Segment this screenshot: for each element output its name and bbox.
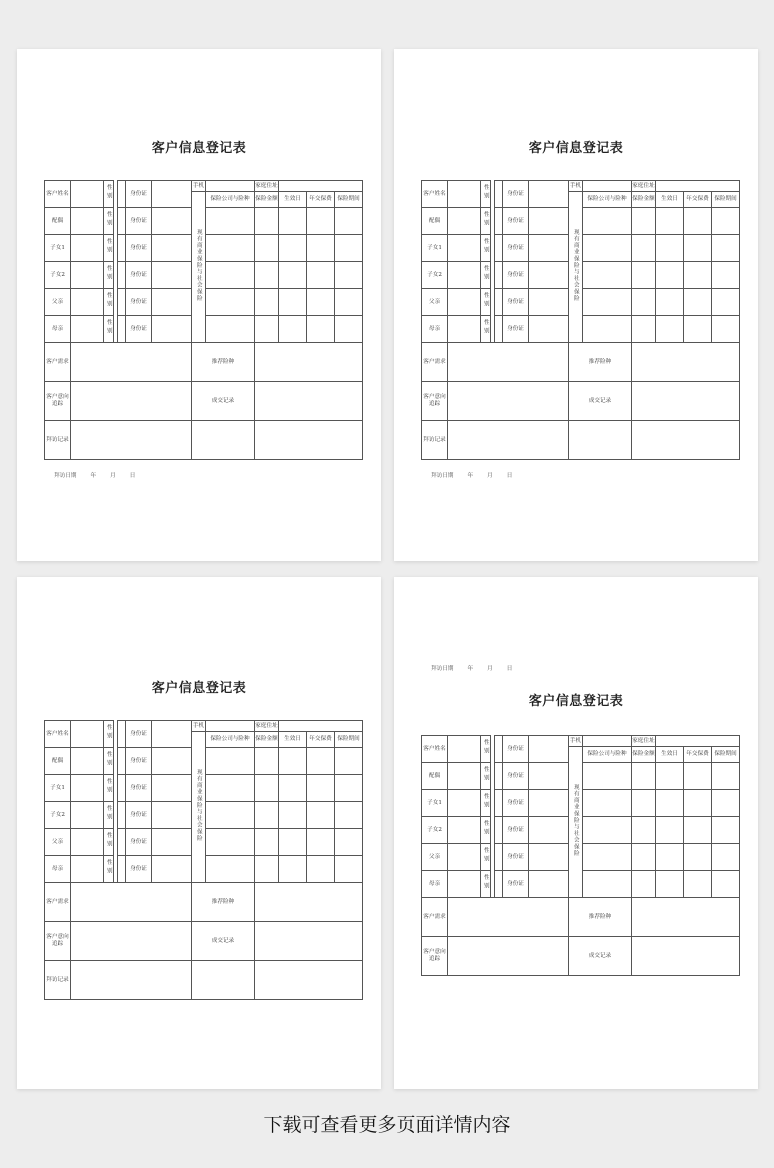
deal-label: 成交记录 [569,382,632,421]
row-label-child-1: 子女1 [45,235,71,262]
row-label-father: 父亲 [45,289,71,316]
row-label-spouse: 配偶 [45,208,71,235]
intent-label: 客户意向追踪 [422,382,448,421]
recommend-label: 推荐险种 [192,343,255,382]
intent-label: 客户意向追踪 [422,937,448,976]
id-label: 身份证 [503,790,529,817]
sex-label: 性别 [105,805,112,823]
sex-label: 性别 [105,238,112,256]
sex-label: 性别 [482,319,489,337]
row-label-mother: 母亲 [45,316,71,343]
row-label-father: 父亲 [45,829,71,856]
id-label: 身份证 [503,316,529,343]
recommend-label: 推荐险种 [569,343,632,382]
needs-label: 客户需求 [45,883,71,922]
sex-label: 性别 [482,820,489,838]
id-label: 身份证 [503,763,529,790]
address-label: 家庭住址 [255,721,279,732]
sex-label: 性别 [482,292,489,310]
row-label-child-1: 子女1 [422,790,448,817]
insurance-header: 年交保费 [684,747,712,763]
insurance-side-label: 现有商业保险与社会保险 [572,784,579,857]
customer-info-table [44,180,363,460]
insurance-header: 保险金额 [255,192,279,208]
insurance-header: 年交保费 [307,192,335,208]
insurance-header: 保险期间 [335,732,363,748]
row-label-mother: 母亲 [422,871,448,898]
id-label: 身份证 [503,844,529,871]
deal-label: 成交记录 [192,922,255,961]
id-label: 身份证 [126,316,152,343]
insurance-header: 保险公司与险种 [583,192,632,208]
document-page-3 [17,577,381,1089]
document-page-1 [17,49,381,561]
needs-label: 客户需求 [45,343,71,382]
day-label: 日 [506,666,513,672]
sex-label: 性别 [105,184,112,202]
insurance-header: 年交保费 [307,732,335,748]
sex-label: 性别 [105,778,112,796]
visit-record-label: 拜访记录 [422,421,448,460]
sex-label: 性别 [105,724,112,742]
visit-record-label: 拜访记录 [45,421,71,460]
visit-record-label: 拜访记录 [45,961,71,1000]
page-title: 客户信息登记表 [528,694,624,709]
recommend-label: 推荐险种 [192,883,255,922]
row-label-mother: 母亲 [45,856,71,883]
visit-date-line [424,658,526,678]
page-title: 客户信息登记表 [528,141,624,156]
address-label: 家庭住址 [632,736,656,747]
insurance-header: 保险金额 [632,747,656,763]
insurance-header: 保险期间 [335,192,363,208]
id-label: 身份证 [126,748,152,775]
row-label-child-2: 子女2 [45,262,71,289]
sex-label: 性别 [105,292,112,310]
month-label: 月 [487,473,493,479]
insurance-header: 保险金额 [632,192,656,208]
id-label: 身份证 [126,262,152,289]
insurance-header: 保险金额 [255,732,279,748]
visit-date-label: 拜访日期 [431,666,454,672]
id-label: 身份证 [126,181,152,208]
sex-label: 性别 [105,859,112,877]
day-label: 日 [506,473,513,479]
phone-label: 手机 [192,181,206,192]
intent-label: 客户意向追踪 [45,922,71,961]
insurance-header: 保险公司与险种 [206,732,255,748]
sex-label: 性别 [482,874,489,892]
sex-label: 性别 [482,766,489,784]
sex-label: 性别 [482,847,489,865]
row-label-child-1: 子女1 [45,775,71,802]
row-label-father: 父亲 [422,844,448,871]
row-label-spouse: 配偶 [422,208,448,235]
year-label: 年 [467,666,474,672]
visit-date-line [424,465,526,485]
insurance-header: 生效日 [279,732,307,748]
id-label: 身份证 [126,856,152,883]
id-label: 身份证 [503,181,529,208]
needs-label: 客户需求 [422,343,448,382]
id-label: 身份证 [126,829,152,856]
insurance-header: 保险期间 [712,747,740,763]
insurance-header: 年交保费 [684,192,712,208]
insurance-header: 保险期间 [712,192,740,208]
row-label-customer-name: 客户姓名 [45,181,71,208]
year-label: 年 [90,473,97,479]
id-label: 身份证 [503,208,529,235]
insurance-header: 生效日 [656,192,684,208]
intent-label: 客户意向追踪 [45,382,71,421]
phone-label: 手机 [569,181,583,192]
insurance-side-label: 现有商业保险与社会保险 [195,229,202,302]
deal-label: 成交记录 [192,382,255,421]
row-label-spouse: 配偶 [45,748,71,775]
row-label-child-2: 子女2 [422,817,448,844]
page-title: 客户信息登记表 [151,681,247,696]
document-page-2 [394,49,758,561]
row-label-customer-name: 客户姓名 [422,181,448,208]
sex-label: 性别 [482,211,489,229]
sex-label: 性别 [482,793,489,811]
deal-label: 成交记录 [569,937,632,976]
sex-label: 性别 [105,751,112,769]
customer-info-table [421,180,740,460]
sex-label: 性别 [105,265,112,283]
insurance-side-label: 现有商业保险与社会保险 [572,229,579,302]
id-label: 身份证 [126,775,152,802]
id-label: 身份证 [503,871,529,898]
insurance-header: 生效日 [656,747,684,763]
document-page-4 [394,577,758,1089]
id-label: 身份证 [126,289,152,316]
phone-label: 手机 [569,736,583,747]
visit-date-line [47,465,149,485]
visit-date-label: 拜访日期 [54,473,77,479]
sex-label: 性别 [105,319,112,337]
month-label: 月 [487,666,493,672]
phone-label: 手机 [192,721,206,732]
row-label-child-1: 子女1 [422,235,448,262]
id-label: 身份证 [126,721,152,748]
year-label: 年 [467,473,474,479]
insurance-side-label: 现有商业保险与社会保险 [195,769,202,842]
id-label: 身份证 [126,802,152,829]
row-label-child-2: 子女2 [45,802,71,829]
sex-label: 性别 [482,184,489,202]
visit-date-label: 拜访日期 [431,473,454,479]
sex-label: 性别 [482,739,489,757]
row-label-customer-name: 客户姓名 [422,736,448,763]
address-label: 家庭住址 [632,181,656,192]
sex-label: 性别 [482,265,489,283]
id-label: 身份证 [503,736,529,763]
id-label: 身份证 [503,289,529,316]
download-more-link[interactable]: 下载可查看更多页面详情内容 [263,1114,511,1136]
id-label: 身份证 [503,235,529,262]
needs-label: 客户需求 [422,898,448,937]
sex-label: 性别 [105,832,112,850]
page-title: 客户信息登记表 [151,141,247,156]
day-label: 日 [129,473,136,479]
sex-label: 性别 [105,211,112,229]
insurance-header: 生效日 [279,192,307,208]
sex-label: 性别 [482,238,489,256]
row-label-father: 父亲 [422,289,448,316]
recommend-label: 推荐险种 [569,898,632,937]
id-label: 身份证 [503,817,529,844]
id-label: 身份证 [126,208,152,235]
row-label-child-2: 子女2 [422,262,448,289]
row-label-mother: 母亲 [422,316,448,343]
month-label: 月 [110,473,116,479]
row-label-spouse: 配偶 [422,763,448,790]
insurance-header: 保险公司与险种 [206,192,255,208]
address-label: 家庭住址 [255,181,279,192]
insurance-header: 保险公司与险种 [583,747,632,763]
customer-info-table [44,720,363,1000]
id-label: 身份证 [126,235,152,262]
id-label: 身份证 [503,262,529,289]
row-label-customer-name: 客户姓名 [45,721,71,748]
customer-info-table [421,735,740,976]
